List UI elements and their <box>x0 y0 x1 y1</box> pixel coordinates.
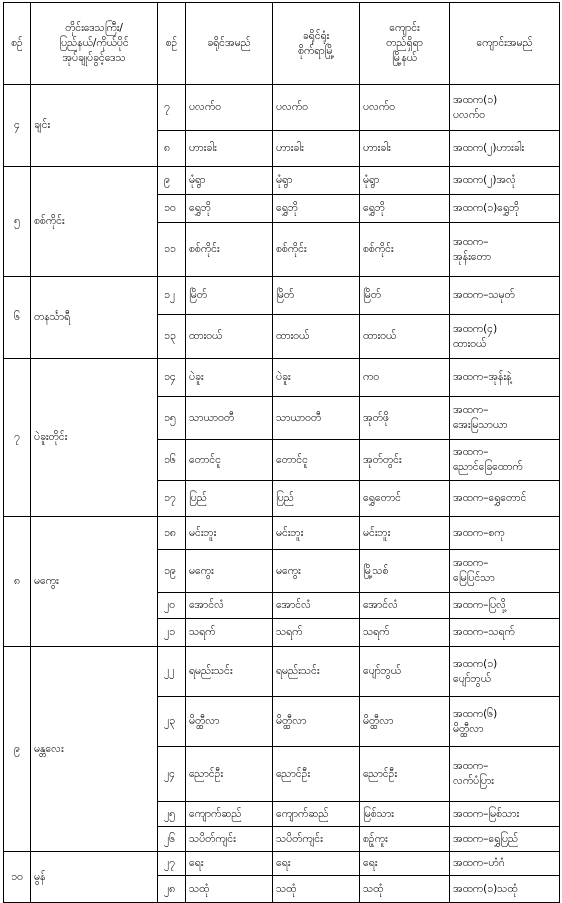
district-office-town: ရမည်းသင်း <box>273 647 360 697</box>
district-name: မိတ္ထီလာ <box>186 697 273 747</box>
school-name: အထက(၁)သထုံ <box>450 876 560 903</box>
district-office-town: သာယာဝတီ <box>273 397 360 440</box>
district-no: ၂၀ <box>158 593 186 619</box>
district-office-town: မကွေး <box>273 550 360 593</box>
district-name: ရွှေဘို <box>186 195 273 223</box>
school-township: ထားဝယ် <box>360 315 450 359</box>
district-name: ရေး <box>186 852 273 876</box>
school-township: မြိတ် <box>360 277 450 315</box>
district-office-town: မြိတ် <box>273 277 360 315</box>
region-no: ၇ <box>4 359 31 517</box>
header-school-town: ကျောင်း တည်ရှိရာ မြို့နယ် <box>360 3 450 85</box>
region-no: ၉ <box>4 647 31 852</box>
table-body <box>4 85 560 903</box>
school-name: အထက(၁) ပလက်ဝ <box>450 85 560 131</box>
header-no: စဉ် <box>4 3 31 85</box>
district-name: မြိတ် <box>186 277 273 315</box>
school-table <box>3 2 560 903</box>
district-no: ၂၈ <box>158 876 186 903</box>
district-office-town: ပလက်ဝ <box>273 85 360 131</box>
school-name: အထက–မြစ်သား <box>450 802 560 827</box>
district-no: ၂၆ <box>158 827 186 852</box>
school-name: အထက– မြေပြင်သာ <box>450 550 560 593</box>
school-name: အထက–အုန်းနဲ့ <box>450 359 560 397</box>
district-office-town: ထားဝယ် <box>273 315 360 359</box>
district-no: ၁၇ <box>158 481 186 517</box>
school-township: မုံရွာ <box>360 167 450 195</box>
region-no: ၆ <box>4 277 31 359</box>
school-name: အထက–သရက် <box>450 619 560 647</box>
header-row <box>4 3 560 85</box>
district-name: ပဲခူး <box>186 359 273 397</box>
district-no: ၇ <box>158 85 186 131</box>
header-district: ခရိုင်အမည် <box>186 3 273 85</box>
region-name: မကွေး <box>31 517 158 647</box>
school-name: အထက–ရွှေပြည် <box>450 827 560 852</box>
school-township: စဥ့်ကူး <box>360 827 450 852</box>
district-office-town: ကျောက်ဆည် <box>273 802 360 827</box>
district-name: ဟားခါး <box>186 131 273 167</box>
district-office-town: ရွှေဘို <box>273 195 360 223</box>
district-office-town: မုံရွာ <box>273 167 360 195</box>
school-township: ရေး <box>360 852 450 876</box>
region-name: မွန် <box>31 852 158 903</box>
school-township: မြစ်သား <box>360 802 450 827</box>
region-no: ၁၀ <box>4 852 31 903</box>
district-name: မုံရွာ <box>186 167 273 195</box>
district-office-town: ဟားခါး <box>273 131 360 167</box>
header-school: ကျောင်းအမည် <box>450 3 560 85</box>
school-name: အထက–ရွှေတောင် <box>450 481 560 517</box>
school-township: အုတ်ဖို <box>360 397 450 440</box>
school-township: စစ်ကိုင်း <box>360 223 450 277</box>
school-township: သထုံ <box>360 876 450 903</box>
district-no: ၁၆ <box>158 440 186 481</box>
school-name: အထက(၆) မိတ္ထီလာ <box>450 697 560 747</box>
district-name: သာယာဝတီ <box>186 397 273 440</box>
district-no: ၂၁ <box>158 619 186 647</box>
school-township: ဟားခါး <box>360 131 450 167</box>
district-office-town: မိတ္ထီလာ <box>273 697 360 747</box>
district-office-town: ပြည် <box>273 481 360 517</box>
district-name: သထုံ <box>186 876 273 903</box>
school-township: သရက် <box>360 619 450 647</box>
school-name: အထက(၄) ထားဝယ် <box>450 315 560 359</box>
region-no: ၄ <box>4 85 31 167</box>
district-office-town: တောင်ငူ <box>273 440 360 481</box>
district-no: ၈ <box>158 131 186 167</box>
district-name: စစ်ကိုင်း <box>186 223 273 277</box>
school-name: အထက(၁) ပျော်ဘွယ် <box>450 647 560 697</box>
school-name: အထက–စကု <box>450 517 560 550</box>
district-name: အောင်လံ <box>186 593 273 619</box>
district-office-town: သရက် <box>273 619 360 647</box>
district-name: ကျောက်ဆည် <box>186 802 273 827</box>
school-name: အထက– အေးမြသာယာ <box>450 397 560 440</box>
district-name: ပြည် <box>186 481 273 517</box>
district-no: ၂၂ <box>158 647 186 697</box>
district-no: ၂၅ <box>158 802 186 827</box>
district-no: ၁၂ <box>158 277 186 315</box>
region-name: ပဲခူးတိုင်း <box>31 359 158 517</box>
district-name: ထားဝယ် <box>186 315 273 359</box>
school-township: ပလက်ဝ <box>360 85 450 131</box>
region-no: ၈ <box>4 517 31 647</box>
school-name: အထက– အုန်းတော <box>450 223 560 277</box>
school-township: ရွှေတောင် <box>360 481 450 517</box>
school-township: အုတ်တွင်း <box>360 440 450 481</box>
table-row <box>4 85 560 131</box>
district-office-town: ညောင်ဦး <box>273 747 360 802</box>
district-name: သရက် <box>186 619 273 647</box>
school-name: အထက– ညောင်ခြေထောက် <box>450 440 560 481</box>
school-township: ရွှေဘို <box>360 195 450 223</box>
header-sub-no: စဉ် <box>158 3 186 85</box>
school-township: အောင်လံ <box>360 593 450 619</box>
district-office-town: သထုံ <box>273 876 360 903</box>
district-name: မင်းဘူး <box>186 517 273 550</box>
district-no: ၂၄ <box>158 747 186 802</box>
district-name: ရမည်းသင်း <box>186 647 273 697</box>
school-township: ပျော်ဘွယ် <box>360 647 450 697</box>
district-no: ၁၁ <box>158 223 186 277</box>
table-row <box>4 852 560 876</box>
table-row <box>4 167 560 195</box>
district-office-town: စစ်ကိုင်း <box>273 223 360 277</box>
table-row <box>4 277 560 315</box>
district-office-town: ပဲခူး <box>273 359 360 397</box>
district-name: တောင်ငူ <box>186 440 273 481</box>
school-township: မင်းဘူး <box>360 517 450 550</box>
district-no: ၁၅ <box>158 397 186 440</box>
district-no: ၁၄ <box>158 359 186 397</box>
school-name: အထက–ပြလို့ <box>450 593 560 619</box>
region-name: စစ်ကိုင်း <box>31 167 158 277</box>
district-name: မကွေး <box>186 550 273 593</box>
region-name: တနင်္သာရီ <box>31 277 158 359</box>
school-township: ညောင်ဦး <box>360 747 450 802</box>
region-name: ချင်း <box>31 85 158 167</box>
school-name: အထက–ဟံဂံ <box>450 852 560 876</box>
district-name: ညောင်ဦး <box>186 747 273 802</box>
district-no: ၁၀ <box>158 195 186 223</box>
district-no: ၉ <box>158 167 186 195</box>
district-no: ၁၈ <box>158 517 186 550</box>
school-name: အထက(၁)ရွှေဘို <box>450 195 560 223</box>
school-name: အထက–သမုတ် <box>450 277 560 315</box>
table-row <box>4 359 560 397</box>
district-name: သပိတ်ကျင်း <box>186 827 273 852</box>
table-row <box>4 647 560 697</box>
header-town: ခရိုင်ရုံး စိုက်ရာမြို့ <box>273 3 360 85</box>
district-no: ၂၃ <box>158 697 186 747</box>
district-no: ၁၃ <box>158 315 186 359</box>
school-township: ကဝ <box>360 359 450 397</box>
district-no: ၂၇ <box>158 852 186 876</box>
district-office-town: အောင်လံ <box>273 593 360 619</box>
school-township: မြို့သစ် <box>360 550 450 593</box>
district-name: ပလက်ဝ <box>186 85 273 131</box>
district-office-town: ရေး <box>273 852 360 876</box>
school-name: အထက– လက်ပံပြား <box>450 747 560 802</box>
school-name: အထက(၂)ဟားခါး <box>450 131 560 167</box>
district-office-town: မင်းဘူး <box>273 517 360 550</box>
school-name: အထက(၂)အလုံ <box>450 167 560 195</box>
header-region: တိုင်းဒေသကြီး/ ပြည်နယ်/ကိုယ်ပိုင် အုပ်ချုပ်ခွင့်ဒေသ <box>31 3 158 85</box>
region-name: မန္တလေး <box>31 647 158 852</box>
region-no: ၅ <box>4 167 31 277</box>
school-township: မိတ္ထီလာ <box>360 697 450 747</box>
district-office-town: သပိတ်ကျင်း <box>273 827 360 852</box>
district-no: ၁၉ <box>158 550 186 593</box>
table-row <box>4 517 560 550</box>
